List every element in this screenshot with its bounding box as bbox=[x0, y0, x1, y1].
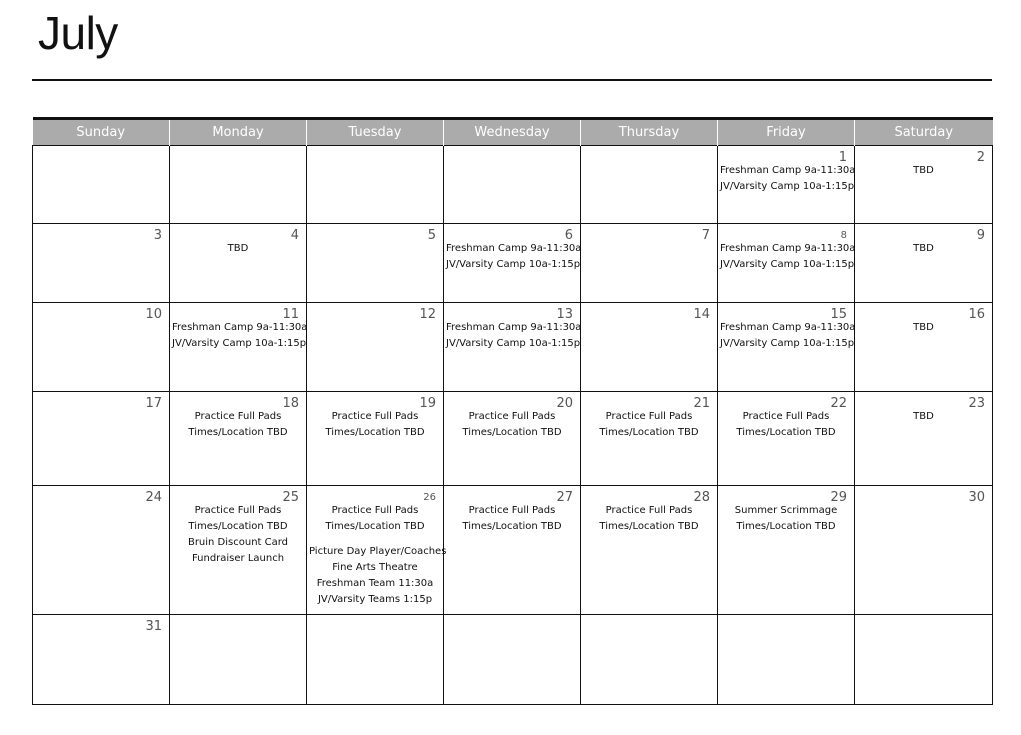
calendar-week-row bbox=[33, 392, 993, 486]
event-text: Practice Full Pads bbox=[194, 505, 282, 516]
day-events bbox=[718, 163, 854, 195]
calendar-day-cell bbox=[581, 486, 718, 615]
day-number bbox=[581, 146, 717, 150]
calendar-day-cell bbox=[33, 615, 170, 705]
event-text: Freshman Camp 9a-11:30a bbox=[446, 322, 582, 333]
calendar-day-cell bbox=[855, 303, 993, 392]
event-text: TBD bbox=[227, 243, 249, 254]
weekday-header-tuesday: Tuesday bbox=[307, 119, 444, 146]
event-text: JV/Varsity Camp 10a-1:15p bbox=[720, 181, 855, 192]
day-events bbox=[581, 503, 717, 535]
day-events bbox=[718, 409, 854, 441]
day-events bbox=[444, 409, 580, 441]
calendar-week-row bbox=[33, 303, 993, 392]
day-number: 1 bbox=[838, 150, 847, 165]
day-events bbox=[170, 241, 306, 257]
event-text: Bruin Discount Card bbox=[187, 537, 289, 548]
day-events bbox=[855, 409, 992, 425]
calendar-day-cell bbox=[33, 392, 170, 486]
day-number: 27 bbox=[556, 490, 573, 505]
calendar-day-cell bbox=[307, 392, 444, 486]
day-events bbox=[581, 409, 717, 441]
calendar-empty-cell bbox=[307, 146, 444, 224]
day-number bbox=[307, 615, 443, 619]
day-number: 19 bbox=[419, 396, 436, 411]
calendar-day-cell bbox=[855, 146, 993, 224]
event-text: TBD bbox=[913, 411, 934, 422]
event-text: Freshman Team 11:30a bbox=[316, 578, 434, 589]
day-number: 3 bbox=[153, 228, 162, 243]
event-text: Summer Scrimmage bbox=[734, 505, 838, 516]
day-number: 29 bbox=[830, 490, 847, 505]
event-text: JV/Varsity Camp 10a-1:15p bbox=[446, 259, 581, 270]
event-text: Freshman Camp 9a-11:30a bbox=[720, 243, 856, 254]
day-number: 11 bbox=[282, 307, 299, 322]
calendar-empty-cell bbox=[718, 615, 855, 705]
day-number: 18 bbox=[282, 396, 299, 411]
event-text: Practice Full Pads bbox=[468, 505, 556, 516]
day-number: 23 bbox=[968, 396, 985, 411]
weekday-header-thursday: Thursday bbox=[581, 119, 718, 146]
event-text: Times/Location TBD bbox=[599, 521, 699, 532]
event-text: Freshman Camp 9a-11:30a bbox=[446, 243, 582, 254]
month-title: July bbox=[38, 7, 118, 59]
calendar-day-cell bbox=[855, 486, 993, 615]
event-text: JV/Varsity Teams 1:15p bbox=[317, 594, 433, 605]
event-text: Practice Full Pads bbox=[742, 411, 830, 422]
event-text: Times/Location TBD bbox=[736, 427, 836, 438]
day-number bbox=[444, 615, 580, 619]
day-number: 20 bbox=[556, 396, 573, 411]
calendar-day-cell bbox=[307, 486, 447, 615]
day-number: 2 bbox=[976, 150, 985, 165]
event-text: Times/Location TBD bbox=[462, 521, 562, 532]
day-number: 31 bbox=[145, 619, 162, 634]
event-text: Times/Location TBD bbox=[325, 427, 425, 438]
day-number: 7 bbox=[701, 228, 710, 243]
event-text: Practice Full Pads bbox=[331, 411, 419, 422]
weekday-header-monday: Monday bbox=[170, 119, 307, 146]
event-text: Fine Arts Theatre bbox=[332, 562, 418, 573]
day-events bbox=[307, 503, 447, 608]
day-number bbox=[444, 146, 580, 150]
calendar-week-row bbox=[33, 486, 993, 615]
day-number bbox=[718, 615, 854, 619]
day-events bbox=[170, 320, 306, 352]
calendar-day-cell bbox=[307, 303, 444, 392]
event-text: JV/Varsity Camp 10a-1:15p bbox=[720, 338, 855, 349]
day-number bbox=[170, 615, 306, 619]
calendar-day-cell bbox=[718, 486, 855, 615]
calendar-empty-cell bbox=[581, 615, 718, 705]
event-text: Picture Day Player/Coaches bbox=[309, 546, 447, 557]
event-text: Freshman Camp 9a-11:30a bbox=[720, 165, 856, 176]
day-events bbox=[170, 409, 306, 441]
calendar-day-cell bbox=[33, 486, 170, 615]
day-events bbox=[855, 163, 992, 179]
calendar-empty-cell bbox=[33, 146, 170, 224]
day-events bbox=[718, 503, 854, 535]
day-events bbox=[444, 503, 580, 535]
weekday-header-sunday: Sunday bbox=[33, 119, 170, 146]
day-number: 5 bbox=[427, 228, 436, 243]
day-number: 9 bbox=[976, 228, 985, 243]
day-number: 14 bbox=[693, 307, 710, 322]
calendar-day-cell bbox=[444, 224, 581, 303]
day-number: 25 bbox=[282, 490, 299, 505]
day-number: 8 bbox=[840, 230, 847, 241]
event-text: Freshman Camp 9a-11:30a bbox=[172, 322, 308, 333]
event-text: Freshman Camp 9a-11:30a bbox=[720, 322, 856, 333]
day-events bbox=[718, 241, 854, 273]
event-text: JV/Varsity Camp 10a-1:15p bbox=[446, 338, 581, 349]
day-number bbox=[33, 146, 169, 150]
event-text: Times/Location TBD bbox=[325, 521, 425, 532]
day-number: 22 bbox=[830, 396, 847, 411]
calendar-day-cell bbox=[444, 486, 581, 615]
day-number: 30 bbox=[968, 490, 985, 505]
calendar-empty-cell bbox=[307, 615, 444, 705]
calendar-day-cell bbox=[33, 224, 170, 303]
day-number: 4 bbox=[290, 228, 299, 243]
day-number: 13 bbox=[556, 307, 573, 322]
calendar-day-cell bbox=[855, 392, 993, 486]
event-text: Times/Location TBD bbox=[188, 521, 288, 532]
event-text: TBD bbox=[913, 165, 934, 176]
calendar-day-cell bbox=[170, 392, 307, 486]
event-text: Times/Location TBD bbox=[599, 427, 699, 438]
calendar-empty-cell bbox=[444, 146, 581, 224]
calendar-empty-cell bbox=[581, 146, 718, 224]
event-text: Times/Location TBD bbox=[188, 427, 288, 438]
calendar-day-cell bbox=[581, 224, 718, 303]
day-number bbox=[855, 615, 992, 619]
event-text: Fundraiser Launch bbox=[191, 553, 285, 564]
calendar-day-cell bbox=[307, 224, 444, 303]
event-spacer bbox=[309, 535, 441, 544]
day-events bbox=[170, 503, 306, 567]
title-divider bbox=[32, 79, 992, 81]
weekday-header-friday: Friday bbox=[718, 119, 855, 146]
calendar-day-cell bbox=[170, 303, 307, 392]
day-number: 21 bbox=[693, 396, 710, 411]
day-number: 6 bbox=[564, 228, 573, 243]
calendar-day-cell bbox=[718, 224, 855, 303]
day-number: 16 bbox=[968, 307, 985, 322]
calendar-day-cell bbox=[718, 146, 855, 224]
event-text: Practice Full Pads bbox=[605, 505, 693, 516]
calendar-empty-cell bbox=[170, 146, 307, 224]
calendar-day-cell bbox=[718, 303, 855, 392]
calendar-day-cell bbox=[855, 224, 993, 303]
calendar-day-cell bbox=[581, 303, 718, 392]
day-number: 26 bbox=[423, 492, 436, 503]
calendar-grid bbox=[32, 117, 993, 705]
calendar-day-cell bbox=[444, 303, 581, 392]
event-text: Times/Location TBD bbox=[462, 427, 562, 438]
event-text: Practice Full Pads bbox=[605, 411, 693, 422]
calendar-day-cell bbox=[170, 224, 307, 303]
day-number bbox=[581, 615, 717, 619]
calendar-day-cell bbox=[444, 392, 581, 486]
event-text: Practice Full Pads bbox=[331, 505, 419, 516]
day-events bbox=[855, 320, 992, 336]
day-number: 15 bbox=[830, 307, 847, 322]
event-text: TBD bbox=[913, 322, 934, 333]
event-text: TBD bbox=[913, 243, 934, 254]
weekday-header-saturday: Saturday bbox=[855, 119, 993, 146]
weekday-header-wednesday: Wednesday bbox=[444, 119, 581, 146]
event-text: JV/Varsity Camp 10a-1:15p bbox=[720, 259, 855, 270]
day-events bbox=[307, 409, 443, 441]
calendar-day-cell bbox=[33, 303, 170, 392]
calendar-day-cell bbox=[718, 392, 855, 486]
calendar-week-row bbox=[33, 224, 993, 303]
day-number: 28 bbox=[693, 490, 710, 505]
event-text: Practice Full Pads bbox=[194, 411, 282, 422]
day-number: 10 bbox=[145, 307, 162, 322]
calendar-week-row bbox=[33, 146, 993, 224]
day-number: 24 bbox=[145, 490, 162, 505]
day-events bbox=[855, 241, 992, 257]
event-text: Practice Full Pads bbox=[468, 411, 556, 422]
calendar-day-cell bbox=[170, 486, 307, 615]
day-events bbox=[444, 241, 580, 273]
calendar-week-row bbox=[33, 615, 993, 705]
day-number: 12 bbox=[419, 307, 436, 322]
day-events bbox=[718, 320, 854, 352]
day-number bbox=[170, 146, 306, 150]
event-text: Times/Location TBD bbox=[736, 521, 836, 532]
day-number bbox=[307, 146, 443, 150]
day-events bbox=[444, 320, 580, 352]
calendar-empty-cell bbox=[444, 615, 581, 705]
weekday-header-row bbox=[33, 119, 993, 146]
day-number: 17 bbox=[145, 396, 162, 411]
calendar-empty-cell bbox=[170, 615, 307, 705]
event-text: JV/Varsity Camp 10a-1:15p bbox=[172, 338, 307, 349]
calendar-day-cell bbox=[581, 392, 718, 486]
calendar-empty-cell bbox=[855, 615, 993, 705]
